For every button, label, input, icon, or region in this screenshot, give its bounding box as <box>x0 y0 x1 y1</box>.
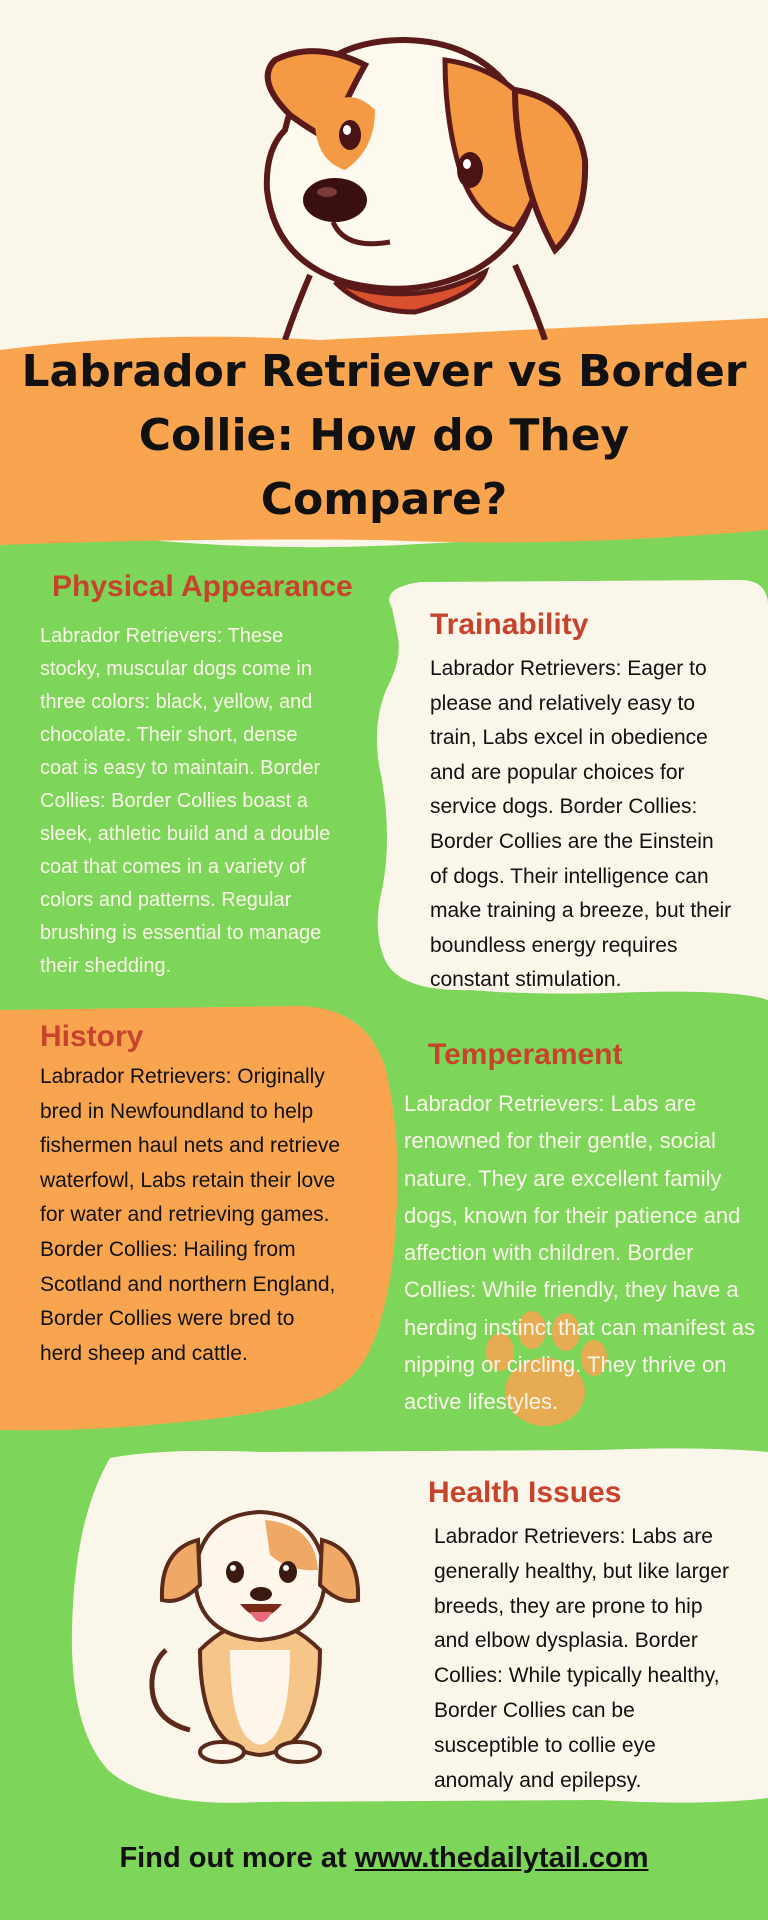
temperament-body: Labrador Retrievers: Labs are renowned for their gentle, social nature. They are excellent family dogs, known for their patience and affection with children. Border Collies: While friendly, they have a herding instinct that can manifest as nipping or circling. They thrive on active lifestyles. <box>404 1091 755 1415</box>
footer <box>0 1842 768 1875</box>
sitting-puppy-icon <box>140 1500 380 1770</box>
dog-head-icon <box>215 20 605 340</box>
trainability-heading: Trainability <box>430 608 589 641</box>
history-heading: History <box>40 1020 144 1053</box>
temperament-heading: Temperament <box>428 1038 623 1071</box>
physical-body: Labrador Retrievers: These stocky, muscular dogs come in three colors: black, yellow, and chocolate. Their short, dense coat is easy to maintain. Border Collies: Border Collies boast a sleek, athletic build and a double coat that comes in a variety of colors and patterns. Regular brushing is essential to manage their shedding. <box>40 625 331 977</box>
trainability-body: Labrador Retrievers: Eager to please and relatively easy to train, Labs excel in obedience and are popular choices for service dogs. Border Collies: Border Collies are the Einstein of dogs. Their intelligence can make training a breeze, but their boundless energy requires constant stimulation. <box>430 657 732 992</box>
physical-heading: Physical Appearance <box>52 570 353 603</box>
footer-link[interactable]: www.thedailytail.com <box>354 1842 649 1874</box>
footer-prefix: Find out more at <box>119 1842 355 1874</box>
health-body: Labrador Retrievers: Labs are generally healthy, but like larger breeds, they are prone to hip and elbow dysplasia. Border Collies: While typically healthy, Border Collies can be susceptible to collie eye anomaly and epilepsy. <box>434 1525 729 1792</box>
health-heading: Health Issues <box>428 1476 622 1509</box>
page-title: Labrador Retriever vs Border Collie: How do They Compare? <box>21 346 747 525</box>
history-body: Labrador Retrievers: Originally bred in Newfoundland to help fishermen haul nets and retrieve waterfowl, Labs retain their love for water and retrieving games. Border Collies: Hailing from Scotland and northern England, Border Collies were bred to herd sheep and cattle. <box>40 1065 340 1365</box>
